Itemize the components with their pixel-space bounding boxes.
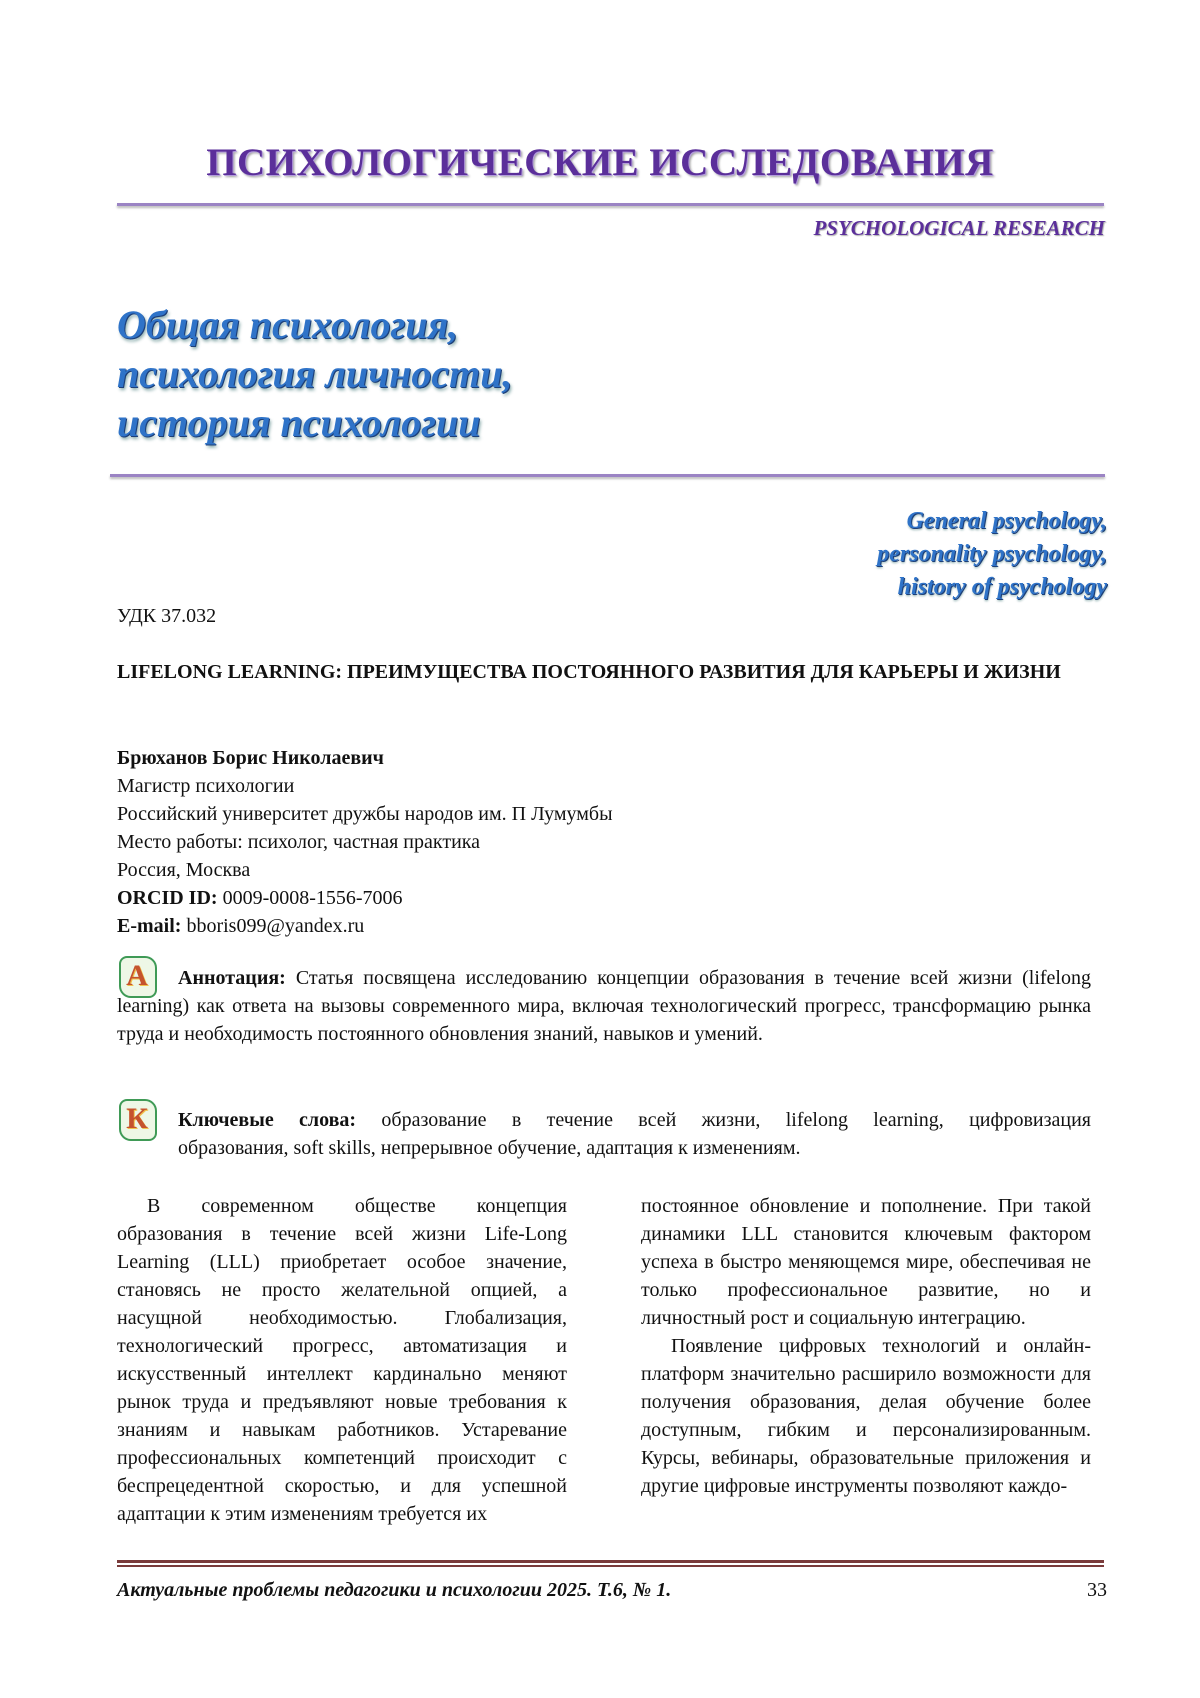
section-subtitle: PSYCHOLOGICAL RESEARCH [813,216,1105,240]
journal-citation: Актуальные проблемы педагогики и психологии 2025. Т.6, № 1. [117,1579,672,1601]
body-paragraph: постоянное обновление и пополнение. При такой динамики LLL становится ключевым фактором успеха в быстро меняющемся мире, обеспечивая не только профессиональное развитие, но и личностный рост и социальную интеграцию. [641,1195,1091,1329]
abstract-label: Аннотация: [178,967,286,989]
keywords-line [117,1106,1091,1134]
dropcap-letter: К [126,1102,148,1135]
author-degree: Магистр психологии [117,775,295,797]
orcid-label: ORCID ID: [117,887,218,909]
abstract-text: Статья посвящена исследованию концепции образования в течение всей жизни (lifelong learning) как ответа на вызовы современного мира, включая технологический прогресс, трансформацию рынка труда и необходимость постоянного обновления знаний, навыков и умений. [117,967,1091,1045]
abstract [117,964,1091,1048]
body-column-left [117,1192,567,1528]
author-location: Россия, Москва [117,859,251,881]
email-value: bboris099@yandex.ru [181,915,365,937]
rubric-divider [110,474,1105,477]
rubric-ru-line: психология личности, [117,351,513,396]
header-divider [117,203,1104,206]
footer-divider [117,1560,1104,1563]
keywords-line: образования, soft skills, непрерывное обучение, адаптация к изменениям. [178,1137,801,1159]
rubric-ru-line: Общая психология, [117,302,459,347]
footer-divider [117,1565,1104,1567]
rubric-en-line: history of psychology [897,574,1107,600]
rubric-ru [117,300,513,447]
page-number: 33 [1087,1579,1107,1601]
author-block [117,744,613,940]
author-university: Российский университет дружбы народов им. П Лумумбы [117,803,613,825]
section-title: ПСИХОЛОГИЧЕСКИЕ ИССЛЕДОВАНИЯ [206,141,994,184]
author-name: Брюханов Борис Николаевич [117,747,384,769]
rubric-ru-line: история психологии [117,400,481,445]
rubric-en-line: personality psychology, [877,541,1107,567]
article-title: LIFELONG LEARNING: ПРЕИМУЩЕСТВА ПОСТОЯННОГО РАЗВИТИЯ ДЛЯ КАРЬЕРЫ И ЖИЗНИ [117,661,1061,683]
keywords-label: Ключевые слова: [178,1109,357,1131]
email-label: E-mail: [117,915,182,937]
keywords-text: образование в течение всей жизни, lifelong learning, цифровизация [356,1109,1091,1131]
rubric-en [877,505,1107,604]
keywords [117,1106,1091,1162]
dropcap-letter: А [126,959,148,992]
body-paragraph: В современном обществе концепция образования в течение всей жизни Life-Long Learning (LLL) приобретает особое значение, становясь не просто желательной опцией, а насущной необходимостью. Глобализация, технологический прогресс, автоматизация и искусственный интеллект кардинально меняют рынок труда и предъявляют новые требования к знаниям и навыкам работников. Устаревание профессиональных компетенций происходит с беспрецедентной скоростью, и для успешной адаптации к этим изменениям требуется их [117,1195,567,1525]
author-orcid [117,884,613,912]
body-column-right [641,1192,1091,1500]
author-workplace: Место работы: психолог, частная практика [117,831,481,853]
udk-code: УДК 37.032 [117,605,217,627]
rubric-en-line: General psychology, [906,508,1107,534]
author-email [117,912,613,940]
body-paragraph: Появление цифровых технологий и онлайн-платформ значительно расширило возможности для получения образования, делая обучение более доступным, гибким и персонализированным. Курсы, вебинары, образовательные приложения и другие цифровые инструменты позволяют каждо- [641,1335,1091,1497]
orcid-value: 0009-0008-1556-7006 [217,887,403,909]
